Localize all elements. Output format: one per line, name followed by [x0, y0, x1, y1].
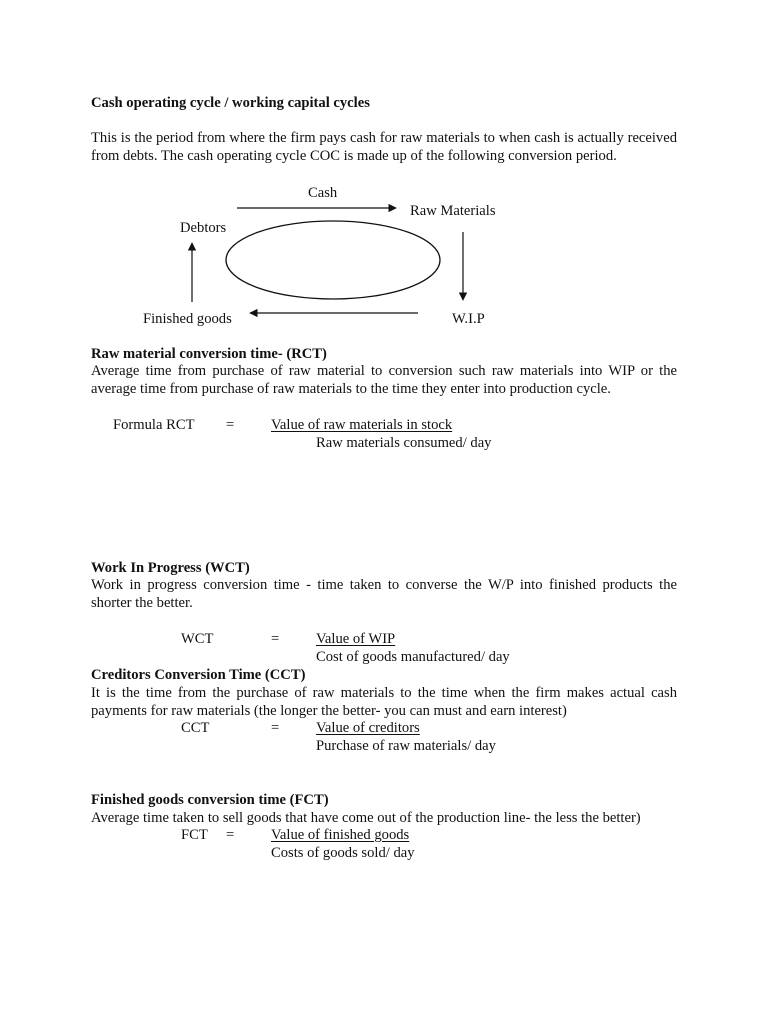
cct-numerator: Value of creditors — [316, 720, 420, 736]
wct-numerator: Value of WIP — [316, 631, 396, 647]
fct-numerator: Value of finished goods — [271, 827, 410, 843]
label-finished-goods: Finished goods — [143, 311, 232, 327]
wct-body: Work in progress conversion time - time taken to converse the W/P into finished products the shorter the better. — [91, 577, 677, 611]
fct-denominator: Costs of goods sold/ day — [271, 845, 415, 861]
cct-formula-label: CCT — [181, 720, 210, 736]
wct-heading: Work In Progress (WCT) — [91, 560, 250, 576]
cct-body: It is the time from the purchase of raw materials to the time when the firm makes actual cash payments for raw materials (the longer the better- you can must and earn interest) — [91, 685, 677, 719]
section-title: Cash operating cycle / working capital cycles — [91, 95, 370, 111]
cct-equals: = — [271, 720, 280, 736]
label-cash: Cash — [308, 185, 338, 201]
cct-heading: Creditors Conversion Time (CCT) — [91, 667, 306, 683]
rct-body: Average time from purchase of raw material to conversion such raw materials into WIP or the average time from purchase of raw materials to the time they enter into production cycle. — [91, 363, 677, 397]
fct-formula-label: FCT — [181, 827, 208, 843]
rct-heading: Raw material conversion time- (RCT) — [91, 346, 327, 362]
wct-denominator: Cost of goods manufactured/ day — [316, 649, 510, 665]
rct-denominator: Raw materials consumed/ day — [316, 435, 492, 451]
fct-heading: Finished goods conversion time (FCT) — [91, 792, 329, 808]
intro-paragraph: This is the period from where the firm pays cash for raw materials to when cash is actually received from debts. The cash operating cycle COC is made up of the following conversion period. — [91, 130, 677, 164]
cct-denominator: Purchase of raw materials/ day — [316, 738, 496, 754]
fct-body: Average time taken to sell goods that have come out of the production line- the less the better) — [91, 810, 641, 826]
rct-formula-label: Formula RCT — [113, 417, 195, 433]
label-debtors: Debtors — [180, 220, 227, 236]
rct-numerator: Value of raw materials in stock — [271, 417, 453, 433]
cycle-ellipse — [226, 221, 440, 299]
rct-equals: = — [226, 417, 235, 433]
label-wip: W.I.P — [452, 311, 485, 327]
wct-equals: = — [271, 631, 280, 647]
fct-equals: = — [226, 827, 235, 843]
label-raw-materials: Raw Materials — [410, 203, 496, 219]
wct-formula-label: WCT — [181, 631, 214, 647]
